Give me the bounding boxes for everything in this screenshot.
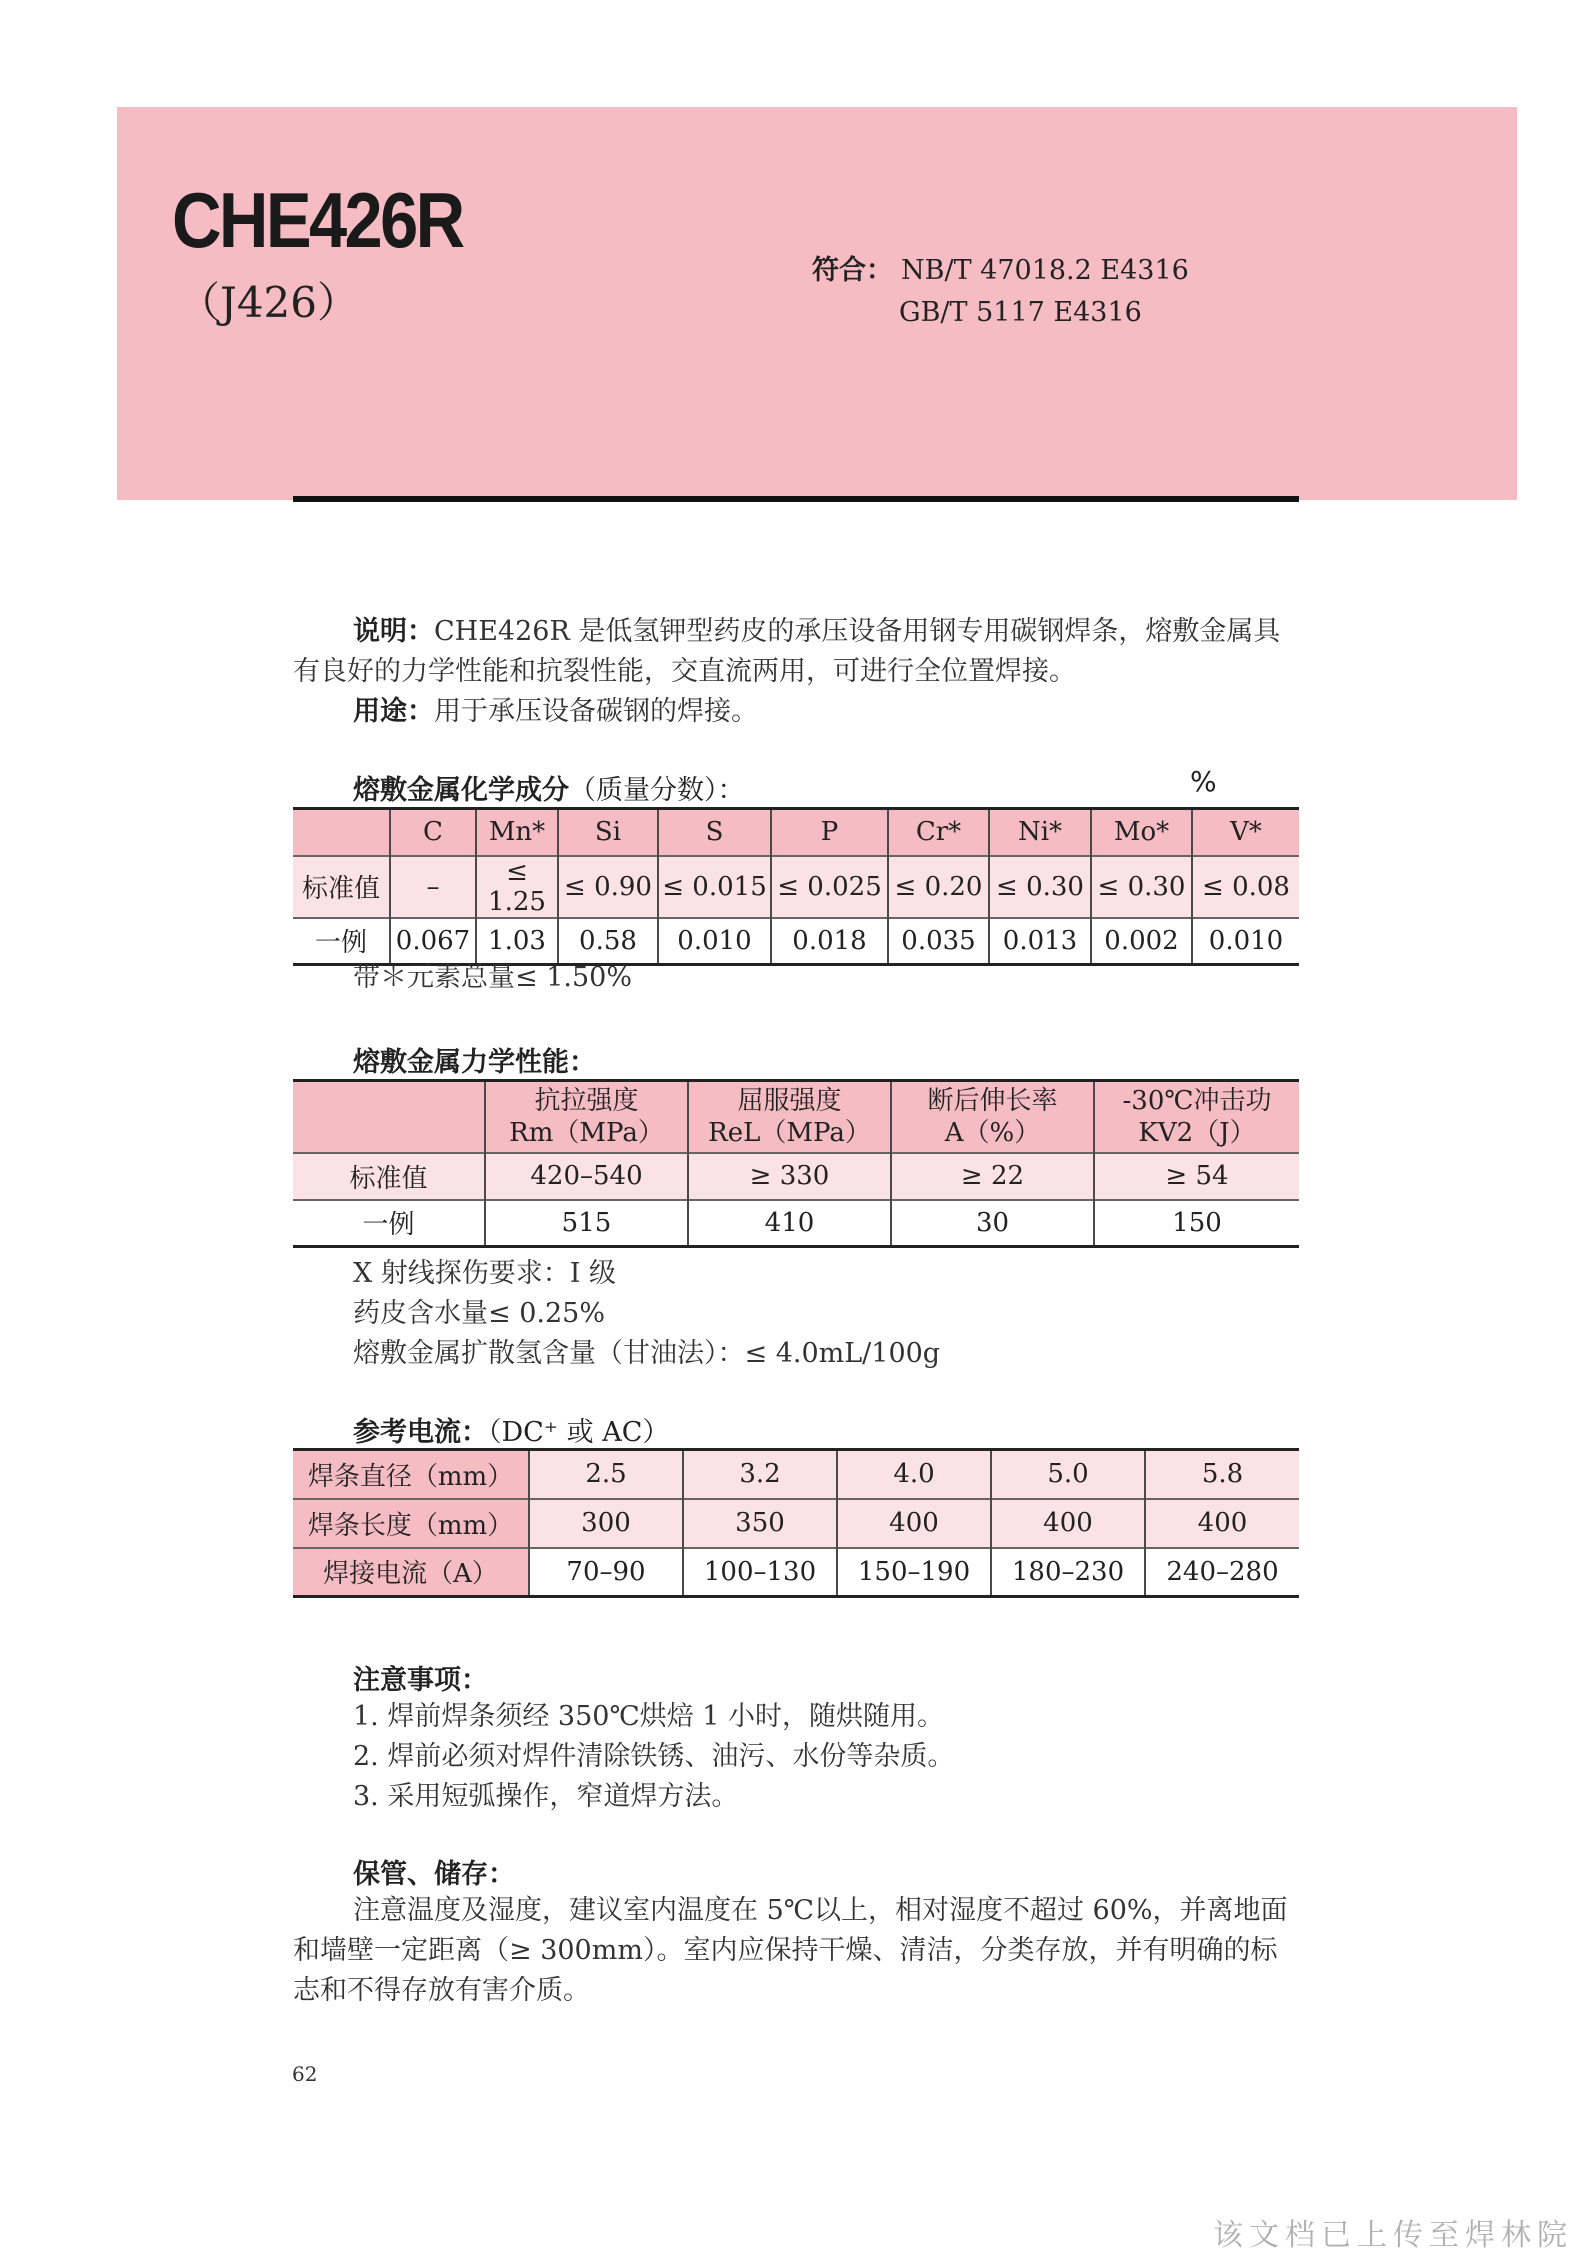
table-cell: 515 <box>485 1200 688 1247</box>
table-cell: 0.013 <box>989 918 1091 965</box>
table-cell: 0.58 <box>558 918 658 965</box>
usage-label: 用途： <box>353 696 434 727</box>
storage-section-title: 保管、储存： <box>353 1859 515 1890</box>
table-cell: 焊条直径（mm） <box>293 1450 529 1499</box>
table-cell: 0.010 <box>1192 918 1299 965</box>
table-cell: C <box>390 809 476 856</box>
mechanical-notes <box>353 1254 940 1374</box>
note-line: X 射线探伤要求：I 级 <box>353 1258 617 1289</box>
table-cell: 标准值 <box>293 1153 485 1200</box>
table-cell: ≥ 54 <box>1094 1153 1299 1200</box>
chemical-footnote: 带＊元素总量≤ 1.50% <box>353 962 632 993</box>
description-label: 说明： <box>353 616 434 647</box>
notes-section-title: 注意事项： <box>353 1665 488 1696</box>
upload-watermark: 该文档已上传至焊林院 <box>1213 2218 1573 2253</box>
table-cell: V* <box>1192 809 1299 856</box>
note-line: 熔敷金属扩散氢含量（甘油法）：≤ 4.0mL/100g <box>353 1338 941 1369</box>
table-cell: Ni* <box>989 809 1091 856</box>
product-subtitle: （J426） <box>178 278 360 327</box>
table-cell: 400 <box>837 1499 991 1548</box>
list-item: 2. 焊前必须对焊件清除铁锈、油污、水份等杂质。 <box>353 1741 955 1772</box>
table-cell: 3.2 <box>683 1450 837 1499</box>
table-cell: P <box>771 809 888 856</box>
table-cell: 屈服强度 ReL（MPa） <box>688 1081 891 1153</box>
table-cell: Si <box>558 809 658 856</box>
table-cell: 350 <box>683 1499 837 1548</box>
table-cell: 4.0 <box>837 1450 991 1499</box>
table-header-row <box>293 1081 1299 1153</box>
table-cell: 0.035 <box>888 918 989 965</box>
table-cell: ≤ 0.015 <box>658 856 771 918</box>
table-row <box>293 1153 1299 1200</box>
current-section-title: 参考电流：（DC⁺ 或 AC） <box>353 1417 670 1448</box>
table-cell: 150–190 <box>837 1548 991 1597</box>
table-cell: ≤ 1.25 <box>476 856 558 918</box>
table-cell: 抗拉强度 Rm（MPa） <box>485 1081 688 1153</box>
reference-current-table <box>293 1448 1299 1598</box>
title-divider <box>293 496 1299 502</box>
table-cell: – <box>390 856 476 918</box>
table-cell: 400 <box>991 1499 1145 1548</box>
table-cell: 0.067 <box>390 918 476 965</box>
table-cell: 焊接电流（A） <box>293 1548 529 1597</box>
table-cell: Mo* <box>1091 809 1192 856</box>
table-row <box>293 1200 1299 1247</box>
table-cell: 0.018 <box>771 918 888 965</box>
table-cell: ≥ 22 <box>891 1153 1094 1200</box>
table-cell: 420–540 <box>485 1153 688 1200</box>
table-cell: 标准值 <box>293 856 390 918</box>
notes-list <box>353 1697 954 1817</box>
table-cell: -30℃冲击功 KV2（J） <box>1094 1081 1299 1153</box>
table-cell: ≤ 0.08 <box>1192 856 1299 918</box>
table-cell: ≤ 0.90 <box>558 856 658 918</box>
table-cell: ≥ 330 <box>688 1153 891 1200</box>
table-cell: 焊条长度（mm） <box>293 1499 529 1548</box>
table-cell: ≤ 0.30 <box>1091 856 1192 918</box>
chemical-section-title: 熔敷金属化学成分（质量分数）： <box>353 775 745 806</box>
table-cell: 30 <box>891 1200 1094 1247</box>
mechanical-section-title: 熔敷金属力学性能： <box>353 1047 596 1078</box>
table-cell: ≤ 0.30 <box>989 856 1091 918</box>
conformance-standard-1: NB/T 47018.2 E4316 <box>901 255 1189 286</box>
table-cell: 断后伸长率 A（%） <box>891 1081 1094 1153</box>
table-row <box>293 1548 1299 1597</box>
product-title: CHE426R <box>172 176 463 264</box>
table-header-row <box>293 809 1299 856</box>
table-cell: Cr* <box>888 809 989 856</box>
table-cell: 2.5 <box>529 1450 683 1499</box>
chemical-unit: % <box>1190 765 1217 798</box>
storage-paragraph: 注意温度及湿度，建议室内温度在 5℃以上，相对湿度不超过 60%，并离地面和墙壁一定距离（≥ 300mm）。室内应保持干燥、清洁，分类存放，并有明确的标志和不得存放有害介质。 <box>293 1895 1288 2006</box>
table-cell: ≤ 0.20 <box>888 856 989 918</box>
conformance-block <box>812 250 1189 334</box>
table-cell: 300 <box>529 1499 683 1548</box>
table-cell <box>293 809 390 856</box>
table-cell: 5.0 <box>991 1450 1145 1499</box>
table-cell: Mn* <box>476 809 558 856</box>
table-row <box>293 856 1299 918</box>
table-cell: 1.03 <box>476 918 558 965</box>
table-cell: 150 <box>1094 1200 1299 1247</box>
table-cell: 一例 <box>293 918 390 965</box>
table-cell <box>293 1081 485 1153</box>
mechanical-properties-table <box>293 1079 1299 1248</box>
description-paragraph <box>293 612 1299 732</box>
table-cell: 180–230 <box>991 1548 1145 1597</box>
list-item: 3. 采用短弧操作，窄道焊方法。 <box>353 1781 739 1812</box>
chemical-composition-table <box>293 807 1299 966</box>
conformance-standard-2: GB/T 5117 E4316 <box>899 297 1142 328</box>
table-cell: 0.002 <box>1091 918 1192 965</box>
table-cell: 410 <box>688 1200 891 1247</box>
table-row <box>293 1450 1299 1499</box>
page-number: 62 <box>292 2062 318 2086</box>
table-cell: 240–280 <box>1145 1548 1299 1597</box>
list-item: 1. 焊前焊条须经 350℃烘焙 1 小时，随烘随用。 <box>353 1701 945 1732</box>
description-text: CHE426R 是低氢钾型药皮的承压设备用钢专用碳钢焊条，熔敷金属具有良好的力学性能和抗裂性能，交直流两用，可进行全位置焊接。 <box>293 616 1281 687</box>
table-cell: ≤ 0.025 <box>771 856 888 918</box>
table-cell: 一例 <box>293 1200 485 1247</box>
table-cell: 70–90 <box>529 1548 683 1597</box>
table-cell: 400 <box>1145 1499 1299 1548</box>
note-line: 药皮含水量≤ 0.25% <box>353 1298 605 1329</box>
table-cell: 5.8 <box>1145 1450 1299 1499</box>
table-cell: 100–130 <box>683 1548 837 1597</box>
table-cell: S <box>658 809 771 856</box>
usage-text: 用于承压设备碳钢的焊接。 <box>434 696 758 727</box>
conformance-label: 符合： <box>812 255 893 286</box>
table-row <box>293 1499 1299 1548</box>
table-cell: 0.010 <box>658 918 771 965</box>
